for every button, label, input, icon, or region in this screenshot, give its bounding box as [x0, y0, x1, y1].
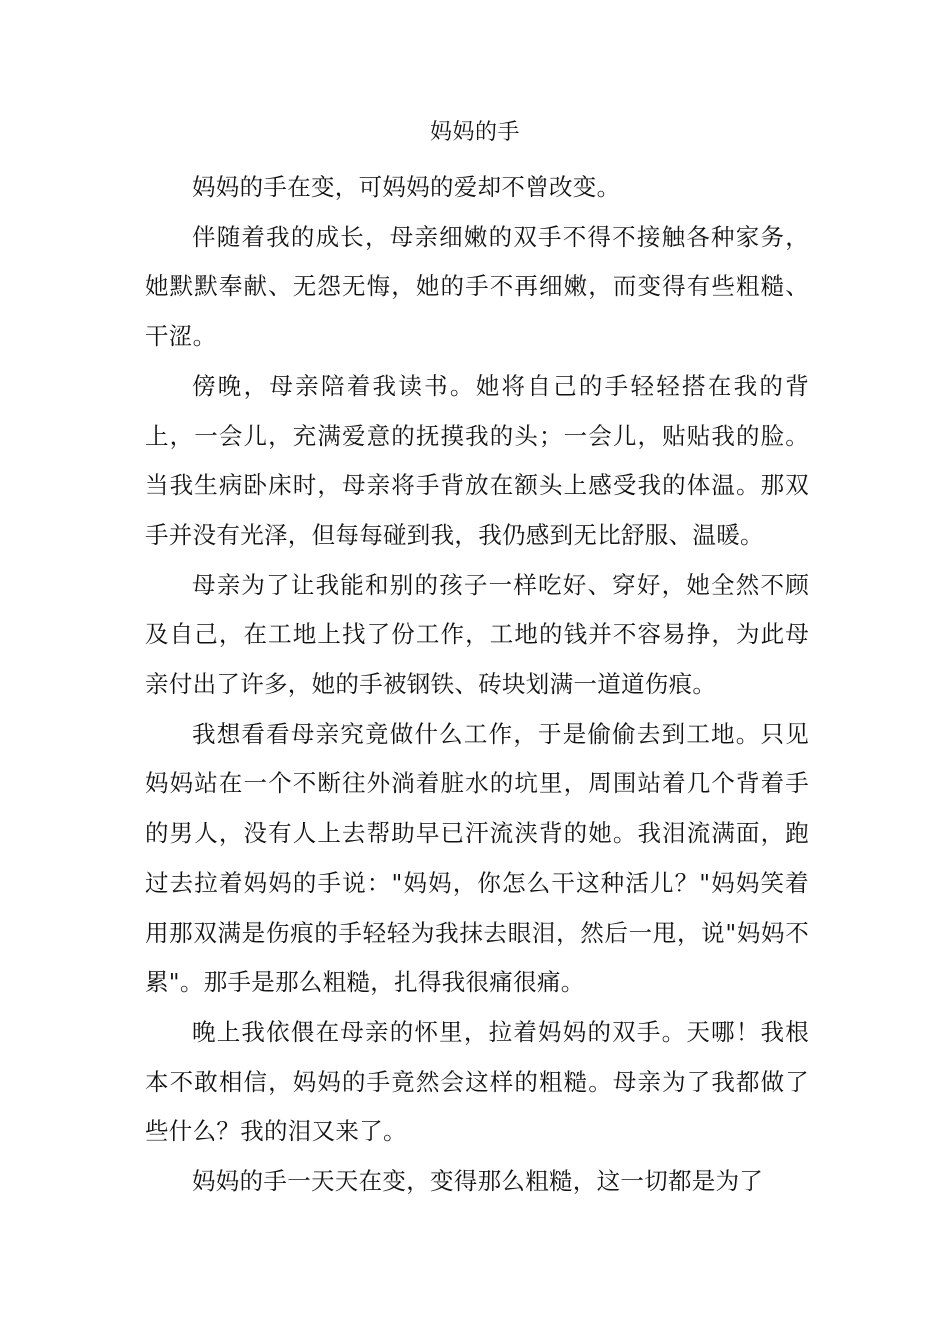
paragraph: 晚上我依偎在母亲的怀里，拉着妈妈的双手。天哪！我根本不敢相信，妈妈的手竟然会这样的粗糙。母亲为了我都做了些什么？我的泪又来了。 [145, 1017, 809, 1146]
paragraph: 伴随着我的成长，母亲细嫩的双手不得不接触各种家务，她默默奉献、无怨无悔，她的手不再细嫩，而变得有些粗糙、干涩。 [145, 222, 809, 351]
paragraph: 我想看看母亲究竟做什么工作，于是偷偷去到工地。只见妈妈站在一个不断往外淌着脏水的坑里，周围站着几个背着手的男人，没有人上去帮助早已汗流浃背的她。我泪流满面，跑过去拉着妈妈的手说："妈妈，你怎么干这种活儿？"妈妈笑着用那双满是伤痕的手轻轻为我抹去眼泪，然后一甩，说"妈妈不累"。那手是那么粗糙，扎得我很痛很痛。 [145, 719, 809, 997]
paragraph: 妈妈的手一天天在变，变得那么粗糙，这一切都是为了 [192, 1167, 764, 1196]
paragraph: 妈妈的手在变，可妈妈的爱却不曾改变。 [192, 173, 621, 201]
document-title: 妈妈的手 [429, 120, 520, 145]
paragraph: 傍晚，母亲陪着我读书。她将自己的手轻轻搭在我的背上，一会儿，充满爱意的抚摸我的头；一会儿，贴贴我的脸。当我生病卧床时，母亲将手背放在额头上感受我的体温。那双手并没有光泽，但每每碰到我，我仍感到无比舒服、温暖。 [145, 371, 809, 549]
document-body [145, 163, 809, 1207]
paragraph: 母亲为了让我能和别的孩子一样吃好、穿好，她全然不顾及自己，在工地上找了份工作，工地的钱并不容易挣，为此母亲付出了许多，她的手被钢铁、砖块划满一道道伤痕。 [145, 570, 809, 699]
